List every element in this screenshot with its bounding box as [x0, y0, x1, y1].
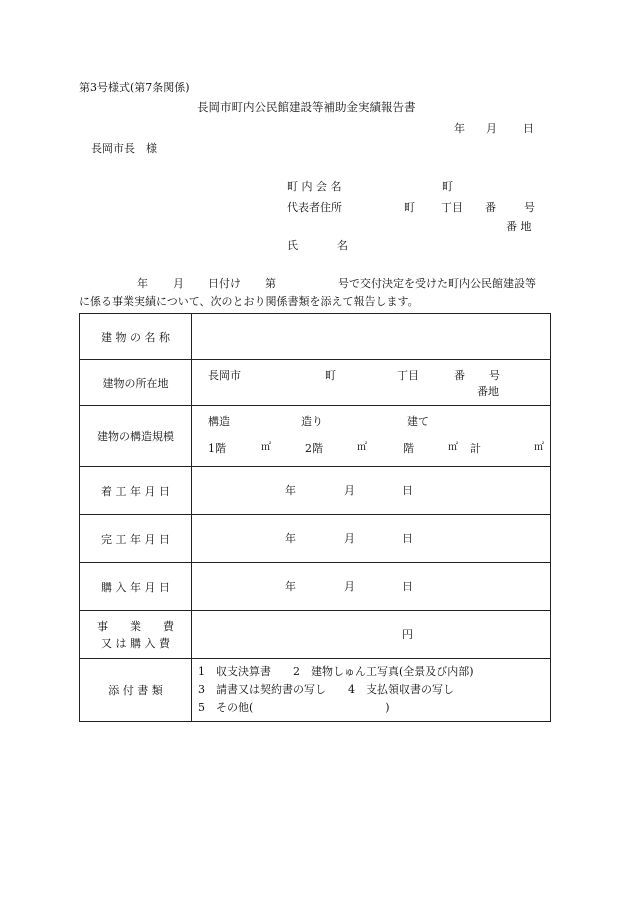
- purchase-month: 月: [344, 580, 355, 593]
- body-line2: に係る事業実績について、次のとおり関係書類を添えて報告します。: [79, 295, 419, 308]
- purchase-year: 年: [285, 580, 296, 593]
- start-day: 日: [402, 484, 413, 497]
- name-label-mei: 名: [337, 239, 348, 252]
- address-go: 号: [524, 201, 535, 214]
- structure-floor-n: 階: [403, 442, 414, 455]
- attachment-line1: 1 収支決算書 2 建物しゅん工写真(全景及び内部): [198, 665, 474, 678]
- row-cost: [80, 611, 551, 659]
- row-purchase-date: [80, 563, 551, 611]
- purchase-date-value[interactable]: [192, 563, 551, 611]
- address-ban: 番: [485, 201, 496, 214]
- row-complete-date: [80, 515, 551, 563]
- row-building-name: [80, 314, 551, 360]
- row-attachments: [80, 659, 551, 722]
- association-name-label: 町 内 会 名: [287, 180, 342, 193]
- structure-total: 計: [470, 442, 481, 455]
- name-label-shi: 氏: [287, 239, 298, 252]
- complete-month: 月: [344, 532, 355, 545]
- complete-day: 日: [402, 532, 413, 545]
- location-banchi: 番地: [477, 385, 499, 398]
- attachments-value[interactable]: [192, 659, 551, 722]
- structure-floor1: 1階: [208, 442, 226, 455]
- address-cho: 町: [404, 201, 415, 214]
- structure-floor2: 2階: [305, 442, 323, 455]
- structure-kozo: 構造: [208, 415, 230, 428]
- purchase-day: 日: [402, 580, 413, 593]
- cost-label: [80, 611, 192, 659]
- start-date-label: 着 工 年 月 日: [80, 467, 192, 515]
- body-line1-rest: 号で交付決定を受けた町内公民館建設等: [338, 277, 536, 290]
- association-cho-suffix: 町: [442, 180, 453, 193]
- structure-floor2-m2: ㎡: [357, 442, 367, 453]
- structure-total-m2: ㎡: [534, 442, 544, 453]
- attachments-label: 添 付 書 類: [80, 659, 192, 722]
- attachment-line3: 5 その他( ): [198, 701, 390, 714]
- location-go: 号: [489, 369, 500, 382]
- report-table: [79, 313, 551, 722]
- start-date-value[interactable]: [192, 467, 551, 515]
- complete-year: 年: [285, 532, 296, 545]
- body-day-dated: 日付け: [208, 277, 241, 290]
- row-structure: [80, 406, 551, 467]
- location-ban: 番: [454, 369, 465, 382]
- cost-label-line2: 又 は 購 入 費: [101, 636, 170, 650]
- location-cho: 町: [325, 369, 336, 382]
- row-start-date: [80, 467, 551, 515]
- cost-unit: 円: [402, 628, 413, 641]
- row-location: [80, 360, 551, 406]
- date-year-label: 年: [454, 122, 465, 135]
- addressee: 長岡市長 様: [91, 142, 157, 155]
- structure-floor1-m2: ㎡: [261, 442, 271, 453]
- body-dai: 第: [265, 277, 276, 290]
- location-label: 建物の所在地: [80, 360, 192, 406]
- complete-date-value[interactable]: [192, 515, 551, 563]
- structure-value[interactable]: [192, 406, 551, 467]
- purchase-date-label: 購 入 年 月 日: [80, 563, 192, 611]
- structure-zukuri: 造り: [301, 415, 323, 428]
- document-title: 長岡市町内公民館建設等補助金実績報告書: [197, 100, 416, 114]
- structure-date: 建て: [407, 415, 429, 428]
- date-month-label: 月: [486, 122, 497, 135]
- attachment-line2: 3 請書又は契約書の写し 4 支払領収書の写し: [198, 683, 454, 696]
- form-number: 第3号様式(第7条関係): [79, 81, 190, 94]
- address-banchi: 番 地: [506, 220, 532, 233]
- structure-floor-n-m2: ㎡: [448, 442, 458, 453]
- start-year: 年: [285, 484, 296, 497]
- complete-date-label: 完 工 年 月 日: [80, 515, 192, 563]
- cost-value[interactable]: [192, 611, 551, 659]
- location-value[interactable]: [192, 360, 551, 406]
- building-name-value[interactable]: [192, 314, 551, 360]
- cost-label-line1: 事 業 費: [97, 619, 174, 633]
- location-chome: 丁目: [397, 369, 419, 382]
- representative-address-label: 代表者住所: [287, 201, 342, 214]
- building-name-label: 建 物 の 名 称: [80, 314, 192, 360]
- date-day-label: 日: [523, 122, 534, 135]
- start-month: 月: [344, 484, 355, 497]
- address-chome: 丁目: [441, 201, 463, 214]
- body-month: 月: [173, 277, 184, 290]
- location-city: 長岡市: [208, 369, 241, 382]
- body-year: 年: [137, 277, 148, 290]
- structure-label: 建物の構造規模: [80, 406, 192, 467]
